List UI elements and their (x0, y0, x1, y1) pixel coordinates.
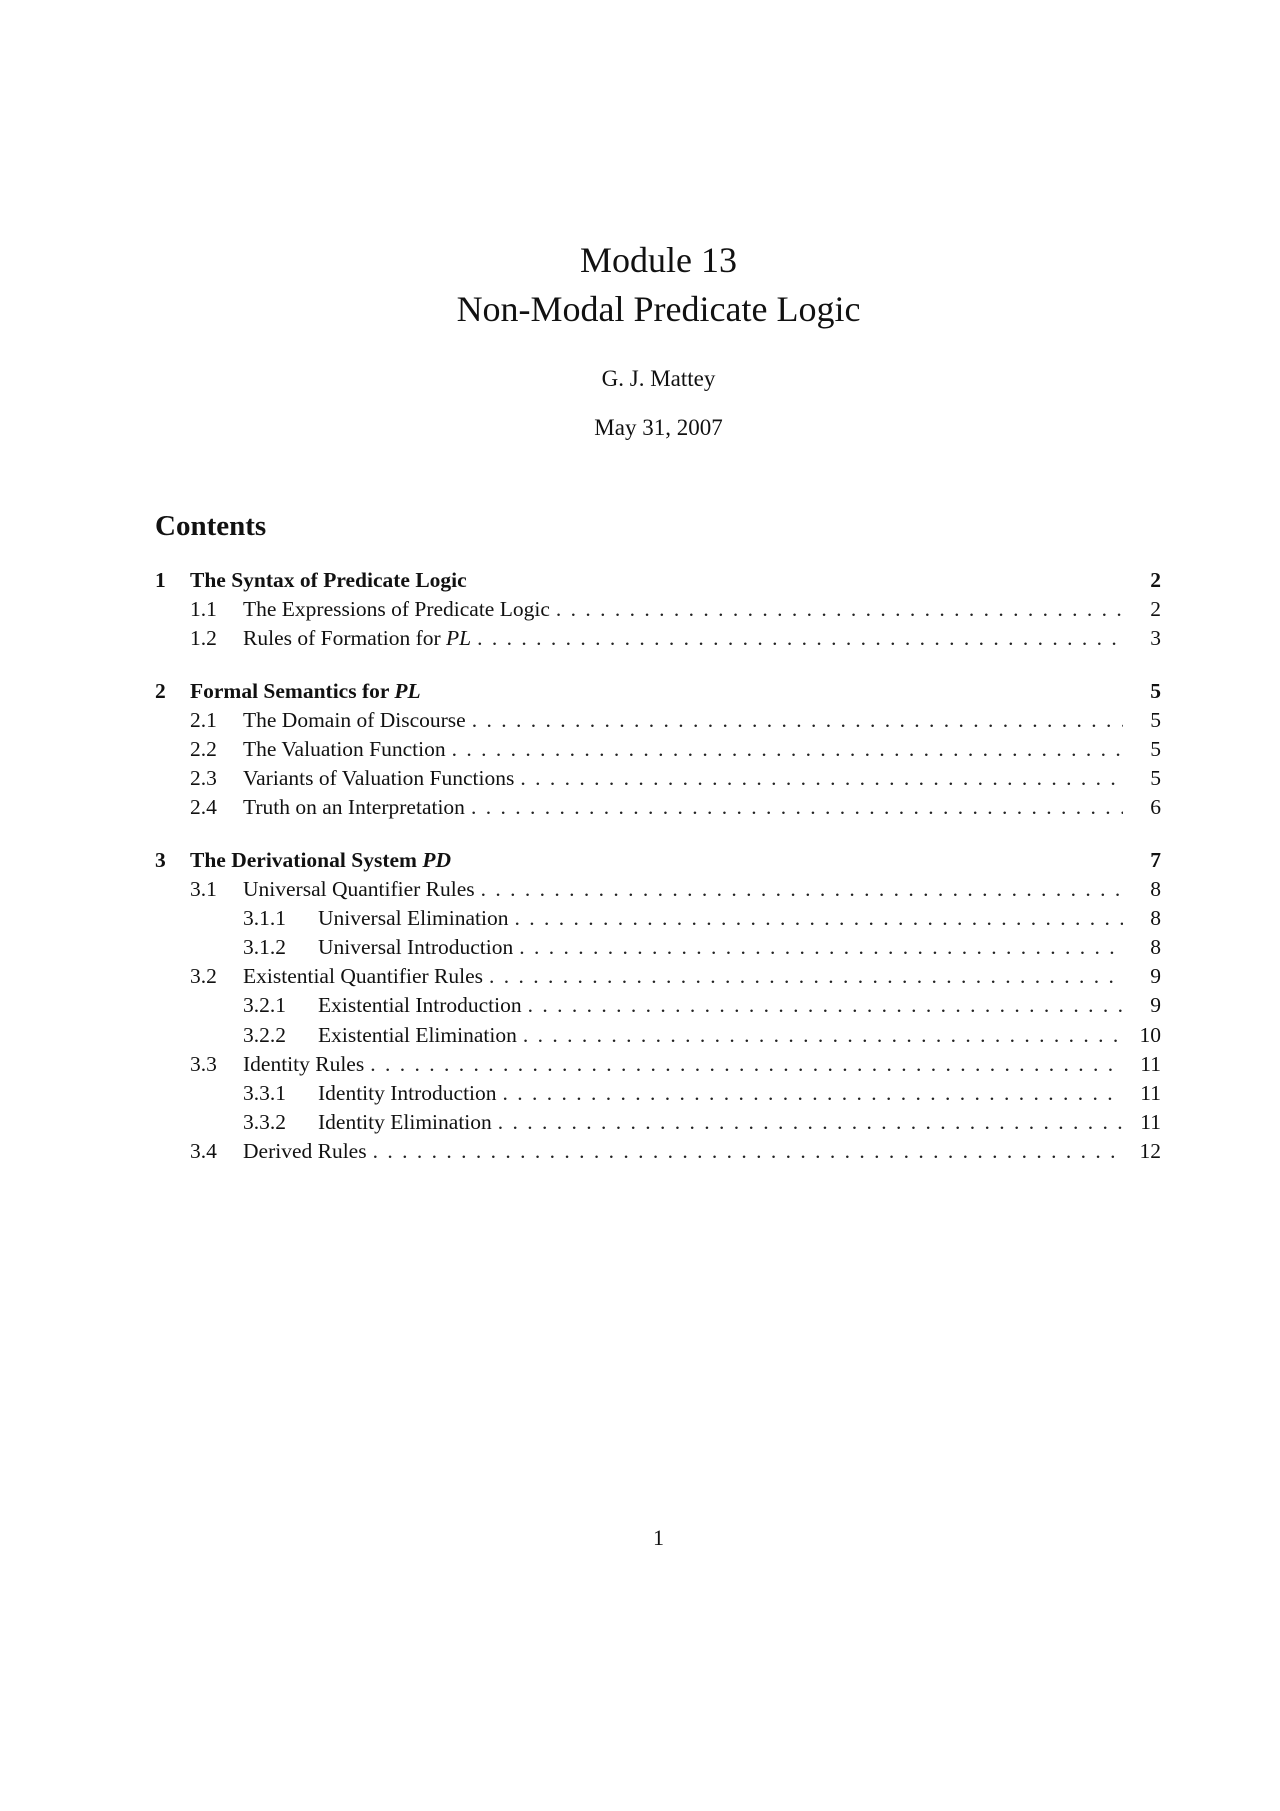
toc-dot-leader (477, 626, 1123, 651)
toc-dot-leader (528, 993, 1123, 1018)
toc-page-number: 8 (1150, 935, 1161, 960)
toc-page-number: 8 (1150, 876, 1161, 901)
toc-subsubsection-number: 3.3.1 (243, 1081, 286, 1105)
toc-dot-leader (556, 597, 1123, 622)
toc-subsubsection-number: 3.2.2 (243, 1022, 286, 1047)
toc-section (155, 568, 1161, 656)
toc-dot-leader (452, 737, 1123, 762)
toc-subsection-number: 3.4 (190, 1139, 217, 1164)
toc-subsubsection-row[interactable] (155, 935, 1161, 964)
toc-subsection-number: 2.4 (190, 795, 217, 820)
toc-entry-title: Identity Elimination (318, 1110, 492, 1135)
toc-page-number: 5 (1150, 678, 1161, 703)
toc-subsubsection-row[interactable] (155, 993, 1161, 1022)
toc-dot-leader (519, 935, 1123, 960)
toc-entry-title (243, 708, 466, 733)
toc-subsection-row[interactable] (155, 1139, 1161, 1168)
toc-subsection-row[interactable] (155, 766, 1161, 795)
toc-entry-title (243, 1052, 364, 1077)
toc-entry-title-text: Existential Quantifier Rules (243, 964, 484, 989)
toc-entry-title-text: Variants of Valuation Functions (243, 766, 515, 791)
toc-section (155, 679, 1161, 825)
toc-page-number: 5 (1150, 766, 1161, 791)
toc-page-number: 2 (1150, 597, 1161, 622)
toc-subsection-row[interactable] (155, 964, 1161, 993)
toc-entry-title-text: Derived Rules (243, 1139, 367, 1164)
toc-dot-leader (489, 964, 1123, 989)
toc-section-number: 3 (155, 847, 166, 872)
toc-entry-title-text: The Syntax of Predicate Logic (190, 568, 467, 592)
toc-subsection-number: 2.3 (190, 766, 217, 791)
toc-dot-leader (520, 766, 1123, 791)
toc-entry-title-text: Truth on an Interpretation (243, 795, 465, 820)
toc-subsubsection-number: 3.3.2 (243, 1110, 286, 1135)
toc-entry-title-italic: PL (446, 626, 472, 651)
module-title: Module 13 (580, 240, 737, 280)
toc-entry-title-text: Rules of Formation for (243, 626, 447, 651)
toc-entry-title: Existential Introduction (318, 993, 522, 1018)
toc-subsubsection-number: 3.1.2 (243, 935, 286, 960)
toc-entry-title-text: The Domain of Discourse (243, 707, 466, 732)
toc-subsection-number: 3.2 (190, 964, 217, 989)
toc-entry-title-italic: PD (422, 847, 451, 872)
toc-entry-title (243, 877, 475, 902)
toc-page-number: 10 (1139, 1022, 1161, 1047)
toc-entry-title (190, 679, 421, 704)
toc-dot-leader (523, 1023, 1123, 1048)
toc-entry-title (243, 1139, 367, 1164)
toc-dot-leader (503, 1081, 1123, 1106)
author: G. J. Mattey (601, 366, 716, 391)
toc-section-number: 1 (155, 568, 166, 592)
toc-subsection-number: 2.1 (190, 707, 217, 732)
toc-entry-title (243, 626, 471, 651)
toc-entry-title-text: The Valuation Function (243, 736, 446, 761)
toc-entry-title (190, 568, 467, 593)
toc-entry-title: Identity Introduction (318, 1081, 497, 1105)
toc-subsubsection-row[interactable] (155, 1023, 1161, 1052)
toc-entry-title-text: Identity Rules (243, 1051, 365, 1076)
toc-entry-title (243, 737, 446, 762)
toc-entry-title-text: Universal Quantifier Rules (243, 876, 475, 901)
toc-subsubsection-number: 3.1.1 (243, 905, 286, 930)
toc-page-number: 9 (1150, 964, 1161, 989)
toc-subsection-row[interactable] (155, 1052, 1161, 1081)
toc-subsection-row[interactable] (155, 877, 1161, 906)
toc-section-row[interactable] (155, 679, 1161, 708)
toc-dot-leader (471, 795, 1123, 820)
toc-page-number: 11 (1140, 1081, 1161, 1105)
toc-page-number: 5 (1150, 707, 1161, 732)
toc-subsection-row[interactable] (155, 708, 1161, 737)
toc-dot-leader (373, 1139, 1123, 1164)
toc-entry-title: Universal Introduction (318, 935, 514, 960)
document-title: Non-Modal Predicate Logic (456, 289, 861, 329)
toc-page-number: 11 (1140, 1110, 1161, 1135)
toc-subsection-number: 1.1 (190, 597, 217, 622)
toc-entry-title-text: The Expressions of Predicate Logic (243, 597, 550, 622)
date: May 31, 2007 (594, 415, 723, 440)
title-block (0, 236, 1280, 441)
toc-subsection-number: 3.1 (190, 876, 217, 901)
toc-dot-leader (481, 877, 1123, 902)
toc-entry-title (243, 766, 514, 791)
toc-entry-title (243, 964, 483, 989)
toc-subsubsection-row[interactable] (155, 1110, 1161, 1139)
toc-subsubsection-row[interactable] (155, 1081, 1161, 1110)
page-number: 1 (653, 1525, 664, 1550)
toc-section-number: 2 (155, 678, 166, 703)
toc-entry-title: Universal Elimination (318, 905, 509, 930)
toc-page-number: 9 (1150, 993, 1161, 1018)
toc-page-number: 12 (1139, 1139, 1161, 1164)
toc-subsection-row[interactable] (155, 737, 1161, 766)
toc-subsubsection-row[interactable] (155, 906, 1161, 935)
toc-subsection-row[interactable] (155, 795, 1161, 824)
toc-page-number: 5 (1150, 736, 1161, 761)
toc-subsection-number: 1.2 (190, 626, 217, 651)
toc-subsubsection-number: 3.2.1 (243, 993, 286, 1018)
toc-subsection-number: 3.3 (190, 1051, 217, 1076)
toc-page-number: 8 (1150, 905, 1161, 930)
table-of-contents (155, 568, 1161, 1192)
toc-section-row[interactable] (155, 568, 1161, 597)
toc-page-number: 3 (1150, 626, 1161, 651)
toc-dot-leader (498, 1110, 1123, 1135)
toc-page-number: 7 (1150, 847, 1161, 872)
toc-section (155, 848, 1161, 1169)
toc-dot-leader (370, 1052, 1123, 1077)
toc-entry-title (243, 795, 465, 820)
toc-subsection-number: 2.2 (190, 736, 217, 761)
toc-dot-leader (472, 708, 1123, 733)
toc-entry-title-text: Formal Semantics for (190, 678, 395, 703)
toc-dot-leader (514, 906, 1123, 931)
toc-section-row[interactable] (155, 848, 1161, 877)
contents-heading: Contents (155, 510, 267, 542)
toc-page-number: 2 (1150, 568, 1161, 592)
toc-entry-title-italic: PL (394, 678, 421, 703)
toc-entry-title: Existential Elimination (318, 1022, 517, 1047)
toc-subsection-row[interactable] (155, 626, 1161, 655)
toc-page-number: 6 (1150, 795, 1161, 820)
toc-entry-title-text: The Derivational System (190, 847, 423, 872)
toc-entry-title (190, 848, 451, 873)
toc-subsection-row[interactable] (155, 597, 1161, 626)
toc-page-number: 11 (1140, 1051, 1161, 1076)
toc-entry-title (243, 597, 550, 622)
